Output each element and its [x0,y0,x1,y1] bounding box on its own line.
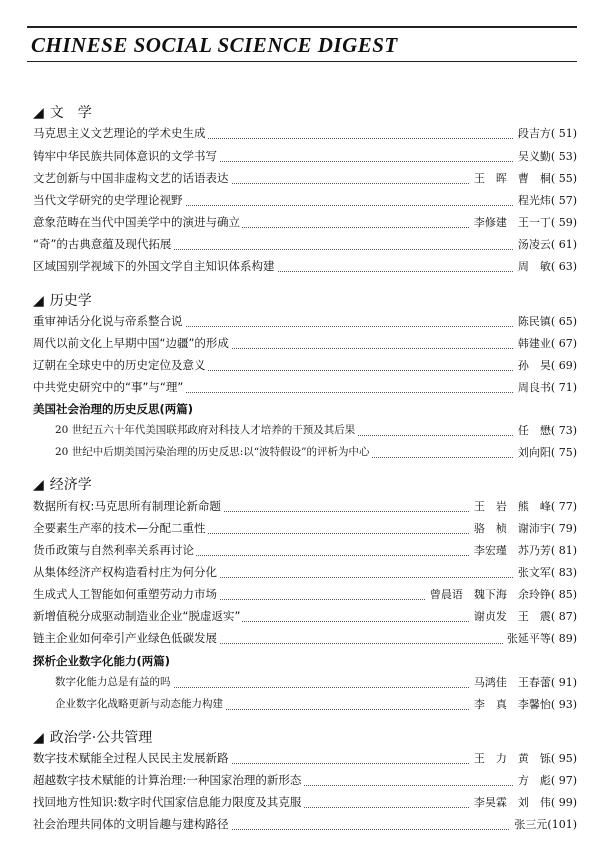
toc-entry[interactable]: 数据所有权:马克思所有制理论新命题 王 岩 熊 峰( 77) [33,499,577,513]
toc-entry[interactable]: 超越数字技术赋能的计算治理:一种国家治理的新形态 方 彪( 97) [33,773,577,787]
toc-entry[interactable]: 数字技术赋能全过程人民民主发展新路 王 力 黄 铄( 95) [33,751,577,765]
toc-entry[interactable]: 马克思主义文艺理论的学术史生成 段吉方( 51) [33,126,577,140]
toc-entry[interactable]: 生成式人工智能如何重塑劳动力市场 曾晨语 魏下海 余玲铮( 85) [33,587,577,601]
toc-entry[interactable]: 重审神话分化说与帝系整合说 陈民镇( 65) [33,314,577,328]
triangle-icon: ◢ [33,477,44,493]
toc-entry[interactable]: 辽朝在全球史中的历史定位及意义 孙 昊( 69) [33,358,577,372]
toc-entry[interactable]: 新增值税分成驱动制造业企业“脱虚返实” 谢贞发 王 震( 87) [33,609,577,623]
toc-entry[interactable]: 中共党史研究中的“事”与“理” 周良书( 71) [33,380,577,394]
toc-entry[interactable]: 链主企业如何牵引产业绿色低碳发展 张延平等( 89) [33,631,577,645]
toc-entry[interactable]: 当代文学研究的史学理论视野 程光炜( 57) [33,193,577,207]
group-heading: 美国社会治理的历史反思(两篇) [33,402,194,416]
toc-entry[interactable]: 区域国别学视域下的外国文学自主知识体系构建 周 敏( 63) [33,259,577,273]
section-heading-literature: ◢ 文 学 [33,105,92,121]
section-heading-economics: ◢ 经济学 [33,477,92,493]
toc-entry[interactable]: 社会治理共同体的文明旨趣与建构路径 张三元(101) [33,817,577,831]
toc-entry[interactable]: 铸牢中华民族共同体意识的文学书写 吴义勤( 53) [33,149,577,163]
toc-entry[interactable]: 文艺创新与中国非虚构文艺的话语表达 王 晖 曹 桐( 55) [33,171,577,185]
toc-entry[interactable]: “奇”的古典意蕴及现代拓展 汤凌云( 61) [33,237,577,251]
section-heading-history: ◢ 历史学 [33,293,92,309]
header-rule-bottom [27,61,577,62]
toc-entry[interactable]: 找回地方性知识:数字时代国家信息能力限度及其克服 李昊霖 刘 伟( 99) [33,795,577,809]
toc-entry[interactable]: 意象范畴在当代中国美学中的演进与确立 李修建 王一丁( 59) [33,215,577,229]
triangle-icon: ◢ [33,105,44,121]
triangle-icon: ◢ [33,730,44,746]
journal-title: CHINESE SOCIAL SCIENCE DIGEST [31,33,398,57]
header-rule-top [27,26,577,28]
toc-entry[interactable]: 周代以前文化上早期中国“边疆”的形成 韩建业( 67) [33,336,577,350]
toc-entry[interactable]: 全要素生产率的技术—分配二重性 骆 桢 谢沛宇( 79) [33,521,577,535]
toc-entry[interactable]: 货币政策与自然利率关系再讨论 李宏瑾 苏乃芳( 81) [33,543,577,557]
triangle-icon: ◢ [33,293,44,309]
section-heading-politics: ◢ 政治学·公共管理 [33,730,153,746]
toc-subentry[interactable]: 数字化能力总是有益的吗 马鸿佳 王春蕾( 91) [55,676,577,689]
toc-subentry[interactable]: 企业数字化战略更新与动态能力构建 李 真 李馨怡( 93) [55,698,577,711]
toc-entry[interactable]: 从集体经济产权构造看村庄为何分化 张文军( 83) [33,565,577,579]
toc-subentry[interactable]: 20 世纪五六十年代美国联邦政府对科技人才培养的干预及其后果 任 懋( 73) [55,424,577,437]
group-heading: 探析企业数字化能力(两篇) [33,654,171,668]
toc-subentry[interactable]: 20 世纪中后期美国污染治理的历史反思:以“波特假设”的评析为中心 刘向阳( 75) [55,446,577,459]
